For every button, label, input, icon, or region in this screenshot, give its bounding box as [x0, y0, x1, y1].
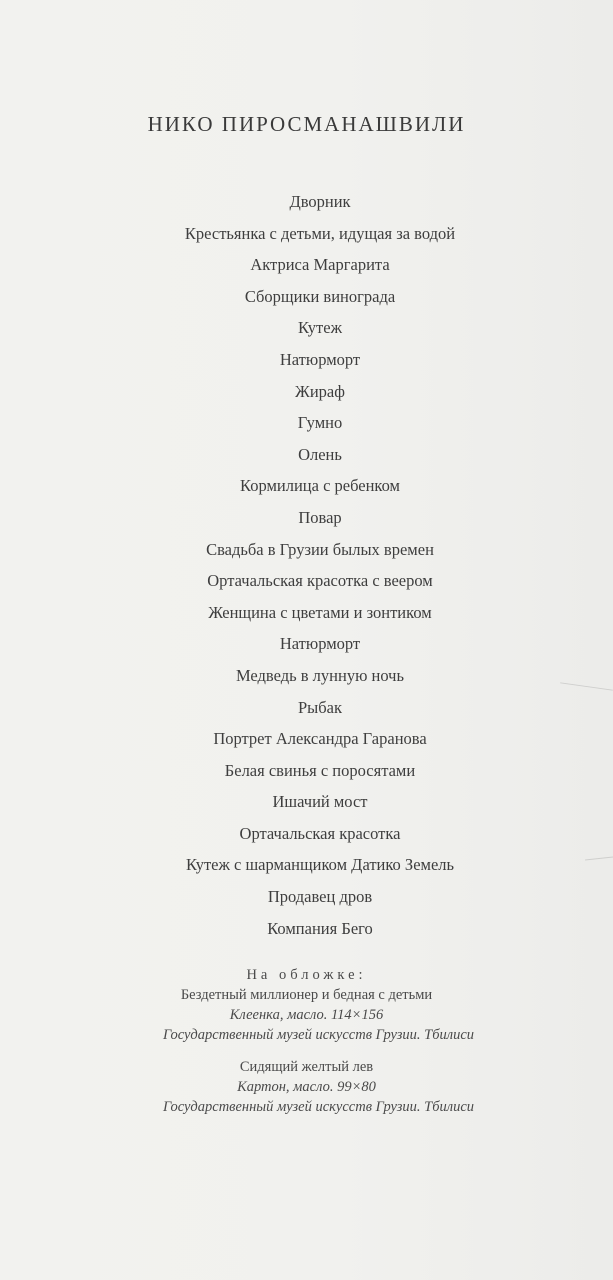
work-title: Портрет Александра Гаранова [213, 729, 427, 749]
work-title: Женщина с цветами и зонтиком [208, 602, 432, 622]
work-title: Рыбак [298, 697, 342, 717]
work-title: Кормилица с ребенком [240, 476, 400, 496]
work-title: Дворник [289, 192, 351, 211]
cover-credits [0, 965, 613, 1117]
work-title: Медведь в лунную ночь [235, 665, 405, 685]
cover-item-2-title: Сидящий желтый лев [239, 1059, 374, 1075]
cover-spacer [0, 1045, 613, 1057]
cover-item-1-title: Бездетный миллионер и бедная с детьми [180, 987, 433, 1003]
work-title: Ишачий мост [272, 792, 368, 812]
work-title: Актриса Маргарита [250, 255, 390, 275]
work-title: Белая свинья с поросятами [224, 760, 416, 780]
work-title: Натюрморт [279, 349, 361, 369]
work-title: Ортачальская красотка с веером [207, 571, 433, 591]
work-title: Жираф [295, 381, 345, 401]
work-title: Повар [298, 507, 342, 527]
work-title: Гумно [297, 413, 343, 433]
work-title: Кутеж с шарманщиком Датико Земель [185, 855, 455, 875]
cover-item-2-collection: Государственный музей искусств Грузии. Тбилиси [162, 1099, 475, 1115]
work-title: Компания Бего [267, 918, 373, 938]
work-title: Олень [298, 444, 342, 464]
work-title: Свадьба в Грузии былых времен [206, 539, 434, 559]
work-title: Крестьянка с детьми, идущая за водой [184, 223, 456, 243]
cover-item-2-medium: Картон, масло. 99×80 [237, 1079, 376, 1095]
work-title: Натюрморт [279, 634, 361, 654]
cover-item-1-collection: Государственный музей искусств Грузии. Тбилиси [162, 1027, 475, 1043]
work-title: Ортачальская красотка [239, 823, 401, 843]
cover-heading: На обложке: [246, 967, 367, 983]
work-title: Кутеж [298, 318, 342, 338]
works-list [0, 186, 613, 944]
work-title: Сборщики винограда [244, 286, 396, 306]
cover-item-1-medium: Клеенка, масло. 114×156 [229, 1007, 384, 1023]
page-title: НИКО ПИРОСМАНАШВИЛИ [147, 112, 466, 136]
work-title: Продавец дров [267, 887, 373, 907]
